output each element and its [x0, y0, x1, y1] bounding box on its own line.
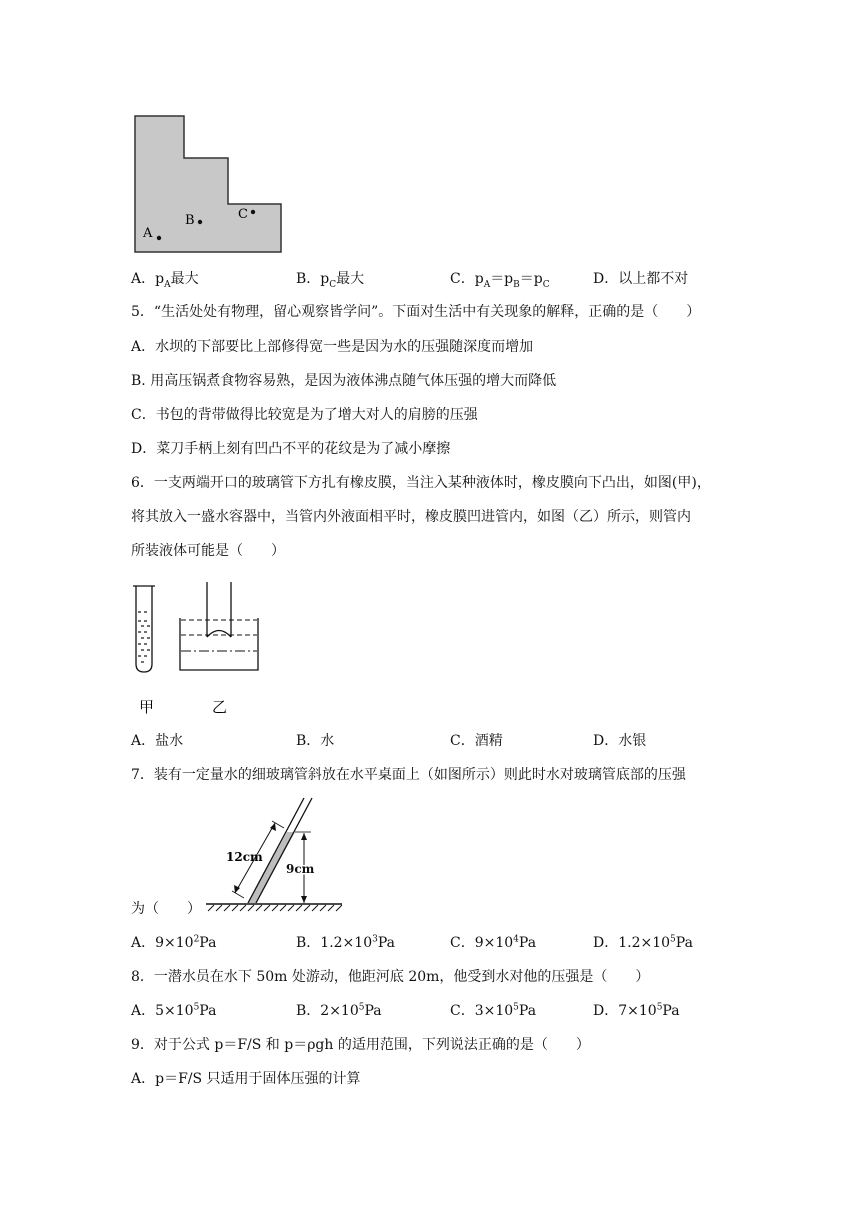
exponent: 2: [193, 934, 200, 945]
subscript: A: [483, 279, 491, 290]
option-text: 最大: [170, 271, 199, 287]
option-letter: B．: [296, 271, 321, 287]
subscript: B: [513, 279, 520, 290]
q8-option-a[interactable]: [131, 1001, 216, 1021]
q6-stem-line-2: 将其放入一盛水容器中，当管内外液面相平时，橡皮膜凹进管内，如图（乙）所示，则管内: [131, 509, 691, 525]
option-text: A．5×10: [131, 1003, 194, 1019]
point-b-label: B: [185, 213, 195, 228]
q4-option-c[interactable]: [450, 269, 550, 289]
unit: Pa: [377, 935, 395, 951]
q4-option-d[interactable]: D．以上都不对: [593, 271, 689, 287]
option-text: C．9×10: [450, 935, 514, 951]
exponent: 5: [358, 1002, 365, 1013]
p-symbol: p: [320, 271, 330, 287]
option-text: B．1.2×10: [296, 935, 373, 951]
q5-option-b[interactable]: B. 用高压锅煮食物容易熟，是因为液体沸点随气体压强的增大而降低: [131, 373, 557, 389]
option-text: D．1.2×10: [593, 935, 671, 951]
option-text: A．9×10: [131, 935, 194, 951]
q8-option-d[interactable]: [593, 1001, 680, 1021]
q7-stem: 7．装有一定量水的细玻璃管斜放在水平桌面上（如图所示）则此时水对玻璃管底部的压强: [131, 767, 686, 783]
q7-option-c[interactable]: [450, 933, 536, 953]
q5-option-d[interactable]: D．菜刀手柄上刻有凹凸不平的花纹是为了减小摩擦: [131, 441, 451, 457]
q6-option-c[interactable]: C．酒精: [450, 733, 503, 749]
option-text: B．2×10: [296, 1003, 359, 1019]
stepped-water-region: [135, 116, 281, 252]
equals-p: ＝p: [519, 271, 543, 287]
q7-option-a[interactable]: [131, 933, 216, 953]
q9-option-a[interactable]: A．p＝F/S 只适用于固体压强的计算: [131, 1071, 361, 1087]
exponent: 5: [513, 1002, 519, 1013]
q7-inclined-tube-figure: [200, 795, 350, 915]
point-a-dot: [157, 236, 161, 240]
q8-stem: 8．一潜水员在水下 50m 处游动，他距河底 20m，他受到水对他的压强是（ ）: [131, 969, 650, 985]
unit: Pa: [364, 1003, 382, 1019]
q8-option-c[interactable]: [450, 1001, 536, 1021]
q8-option-b[interactable]: [296, 1001, 382, 1021]
exponent: 4: [513, 934, 519, 945]
q6-option-b[interactable]: B．水: [296, 733, 335, 749]
q6-stem-line-1: 6．一支两端开口的玻璃管下方扎有橡皮膜，当注入某种液体时，橡皮膜向下凸出，如图(甲)，: [131, 475, 711, 491]
option-letter: C．: [450, 271, 475, 287]
subscript: A: [164, 279, 171, 290]
q7-option-b[interactable]: [296, 933, 395, 953]
unit: Pa: [518, 1003, 537, 1019]
subscript: C: [542, 279, 550, 290]
equals-p: ＝p: [490, 271, 514, 287]
unit: Pa: [675, 935, 693, 951]
point-c-label: C: [238, 207, 248, 222]
p-symbol: p: [155, 271, 165, 287]
figure-label-yi: 乙: [212, 698, 228, 716]
option-letter: A．: [131, 271, 156, 287]
exponent: 5: [656, 1002, 663, 1013]
unit: Pa: [199, 935, 217, 951]
q5-option-a[interactable]: A．水坝的下部要比上部修得宽一些是因为水的压强随深度而增加: [131, 339, 534, 355]
point-b-dot: [198, 220, 202, 224]
point-a-label: A: [143, 226, 153, 241]
q6-option-d[interactable]: D．水银: [593, 733, 647, 749]
option-text: C．3×10: [450, 1003, 514, 1019]
option-text: 最大: [336, 271, 365, 287]
height-label: 9cm: [286, 862, 315, 876]
exponent: 5: [193, 1002, 200, 1013]
q4-container-figure: [130, 112, 300, 256]
option-text: D．7×10: [593, 1003, 657, 1019]
q4-option-a[interactable]: [131, 269, 199, 289]
exponent: 5: [670, 934, 676, 945]
q9-stem: 9．对于公式 p＝F/S 和 p＝ρgh 的适用范围，下列说法正确的是（ ）: [131, 1037, 590, 1053]
length-label: 12cm: [226, 850, 263, 864]
unit: Pa: [199, 1003, 217, 1019]
q4-option-b[interactable]: [296, 269, 364, 289]
q5-stem: 5．“生活处处有物理，留心观察皆学问”。下面对生活中有关现象的解释，正确的是（ ）: [131, 304, 701, 320]
unit: Pa: [518, 935, 537, 951]
p-symbol: p: [474, 271, 484, 287]
q5-option-c[interactable]: C．书包的背带做得比较宽是为了增大对人的肩膀的压强: [131, 407, 478, 423]
q7-option-d[interactable]: [593, 933, 693, 953]
q6-option-a[interactable]: A．盐水: [131, 733, 184, 749]
q6-tube-figure: [128, 580, 268, 720]
exponent: 3: [372, 934, 378, 945]
container-yi: [180, 582, 258, 670]
tube-jia: [133, 586, 155, 672]
q6-stem-line-3: 所装液体可能是（ ）: [131, 543, 285, 559]
subscript: C: [329, 279, 337, 290]
figure-label-jia: 甲: [139, 698, 155, 716]
q7-stem-end: 为（ ）: [131, 901, 201, 917]
point-c-dot: [251, 210, 255, 214]
unit: Pa: [662, 1003, 680, 1019]
